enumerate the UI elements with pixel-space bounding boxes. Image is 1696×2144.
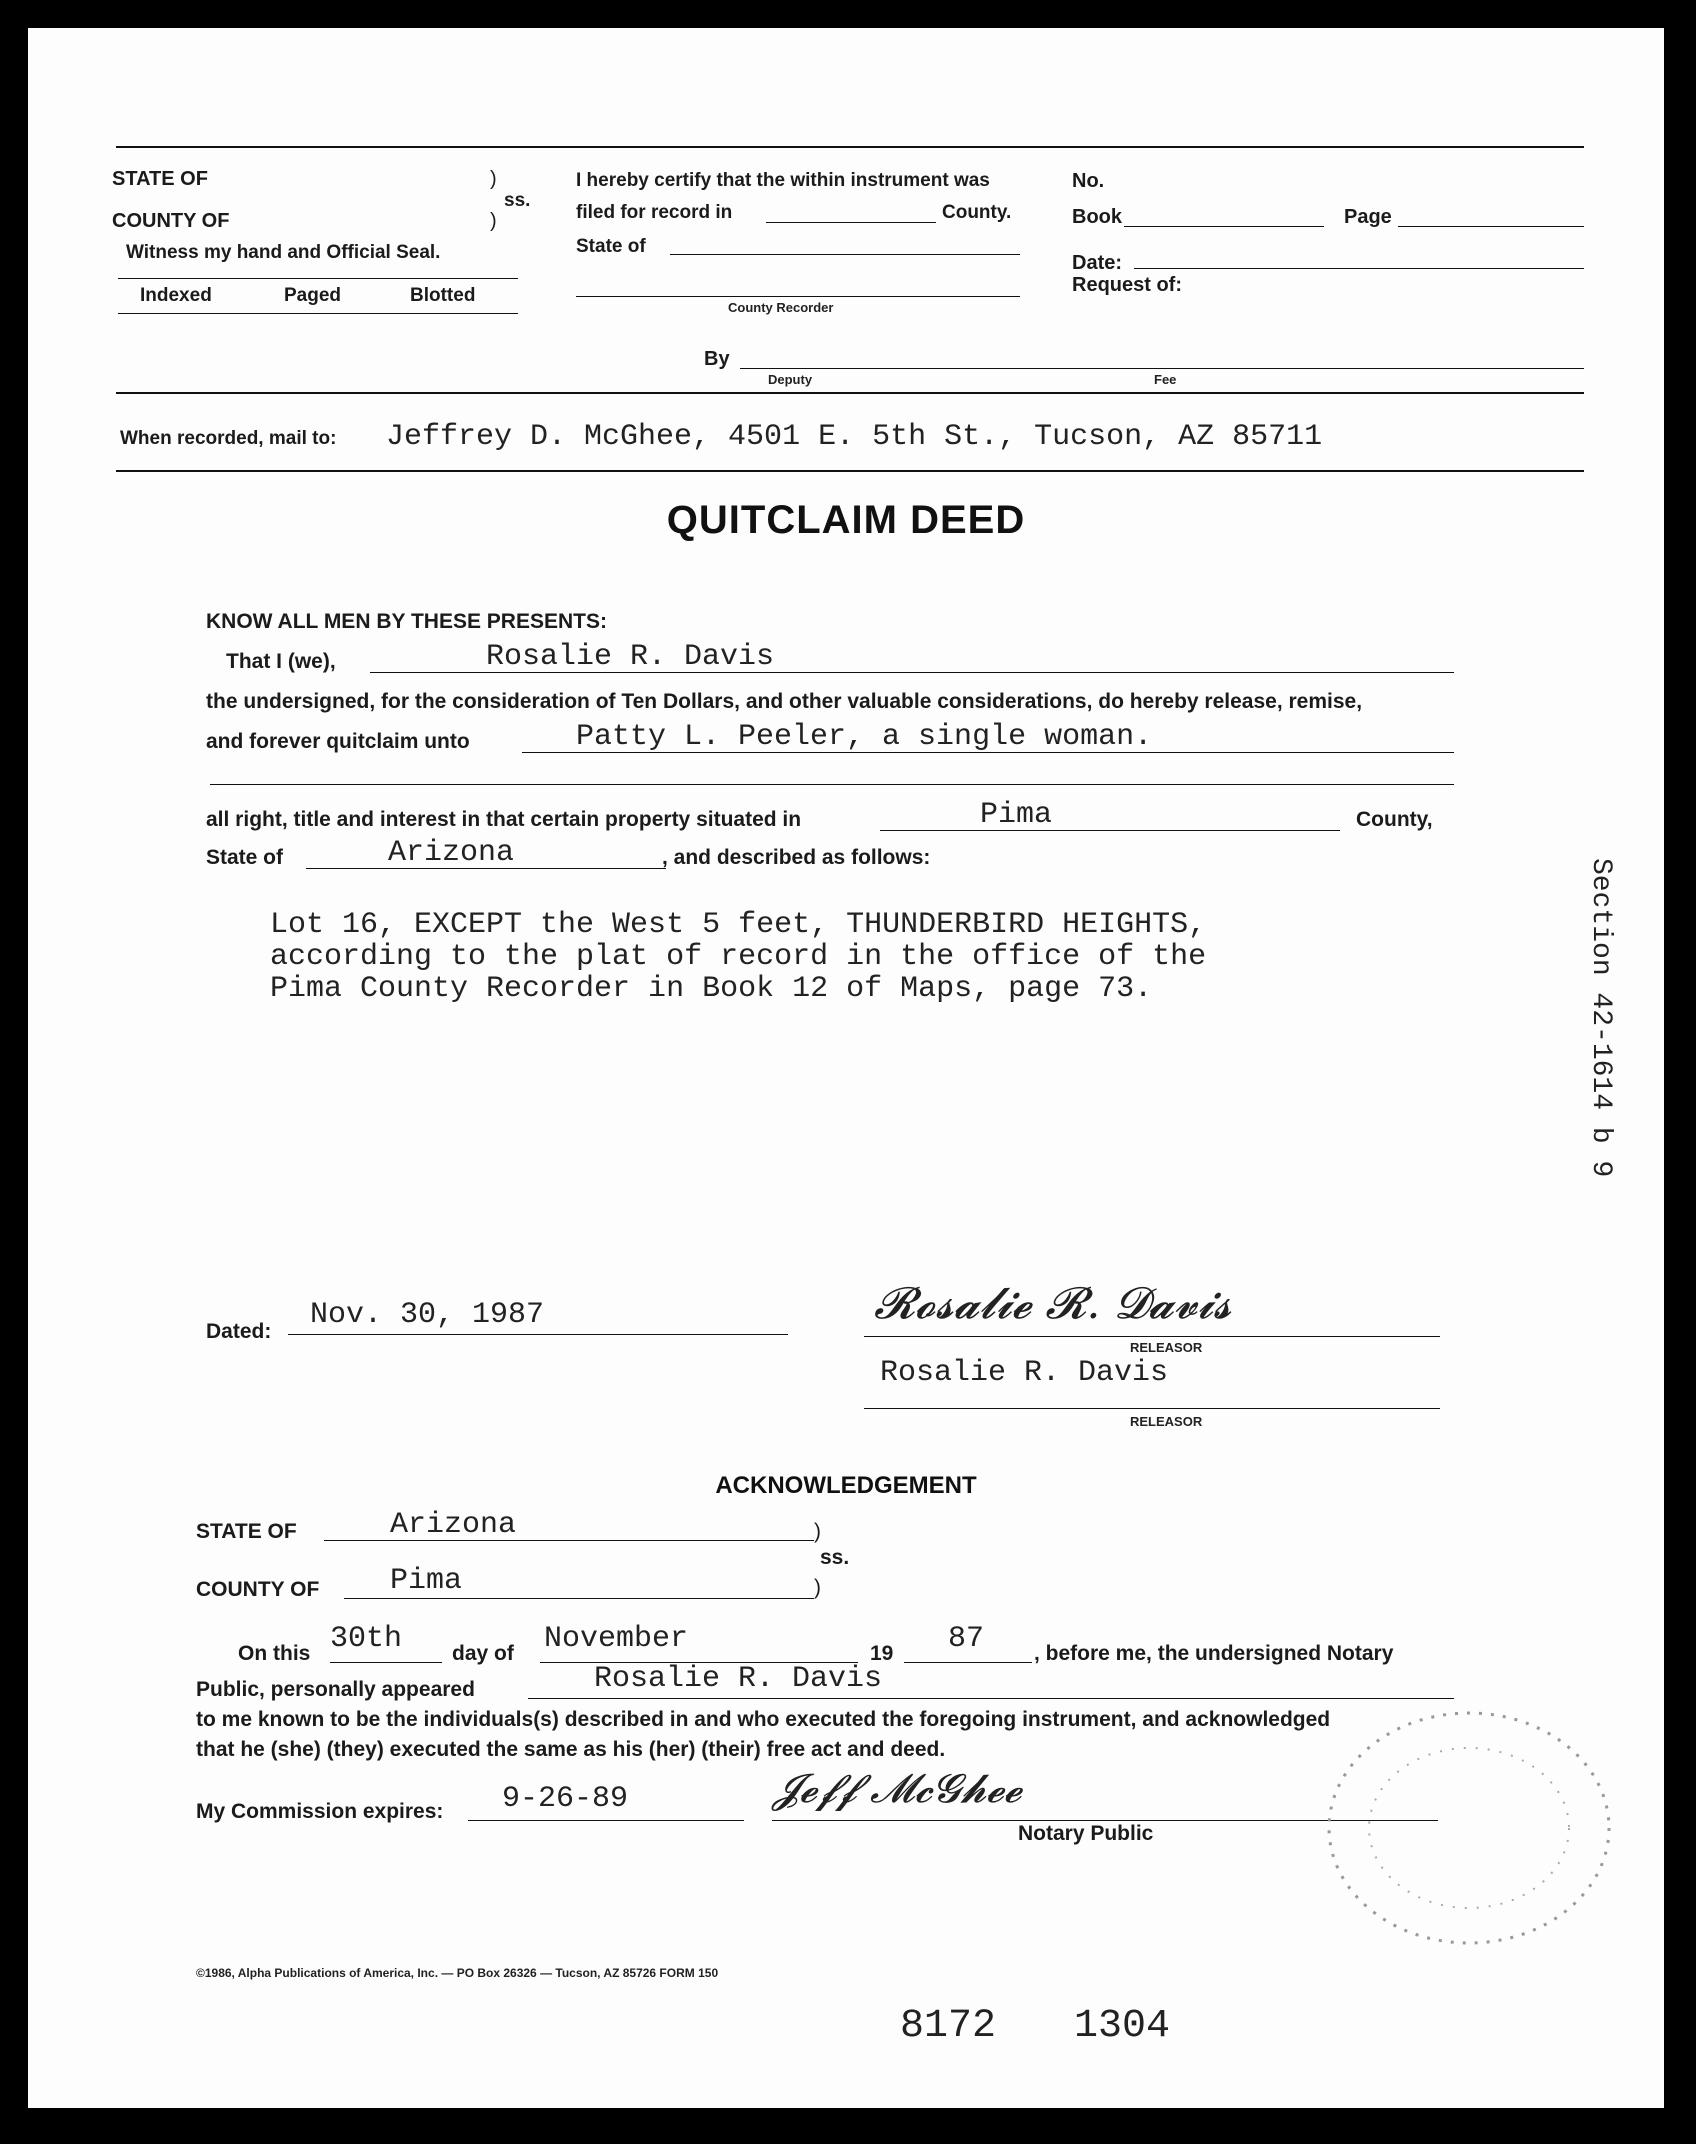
certify-county-label: County. — [942, 202, 1012, 223]
year-rule — [904, 1662, 1032, 1663]
commission-value: 9-26-89 — [502, 1782, 629, 1816]
book-label: Book — [1072, 206, 1122, 228]
ack-county-value: Pima — [390, 1564, 463, 1598]
page-label: Page — [1344, 206, 1392, 228]
record-book-number: 8172 — [900, 2004, 997, 2049]
month-value: November — [544, 1622, 689, 1656]
dated-rule — [288, 1334, 788, 1335]
releasor-label-1: RELEASOR — [1130, 1340, 1203, 1355]
certify-line-1: I hereby certify that the within instrument was — [576, 170, 990, 191]
acknowledgement-title: ACKNOWLEDGEMENT — [715, 1472, 977, 1499]
legal-line-3: Pima County Recorder in Book 12 of Maps, page 73. — [270, 972, 1153, 1006]
day-of-label: day of — [452, 1642, 514, 1665]
quitclaim-unto-label: and forever quitclaim unto — [206, 730, 470, 753]
known-line: to me known to be the individuals(s) described in and who executed the foregoing instrument, and acknowledged — [196, 1708, 1331, 1731]
header-county-label: COUNTY OF — [112, 210, 230, 232]
by-label: By — [704, 348, 730, 370]
dated-label: Dated: — [206, 1320, 272, 1343]
top-rule — [116, 146, 1584, 148]
releasor-name-rule — [864, 1408, 1440, 1409]
county-label: County, — [1356, 808, 1433, 831]
mail-to-rule — [116, 470, 1584, 472]
on-this-label: On this — [238, 1642, 311, 1665]
state-value: Arizona — [388, 836, 515, 870]
certify-state-label: State of — [576, 236, 646, 257]
ack-ss: ss. — [820, 1546, 850, 1569]
header-ss: ss. — [504, 190, 531, 211]
header-bottom-rule — [116, 392, 1584, 394]
county-rule — [880, 830, 1340, 831]
notary-seal — [1304, 1688, 1634, 1968]
page-rule — [1398, 226, 1584, 227]
before-me-text: , before me, the undersigned Notary — [1034, 1642, 1394, 1665]
county-recorder-label: County Recorder — [728, 300, 834, 315]
commission-rule — [468, 1820, 744, 1821]
certify-state-rule — [670, 254, 1020, 255]
mail-to-label: When recorded, mail to: — [120, 428, 337, 449]
deed-page — [28, 28, 1664, 2108]
record-page-number: 1304 — [1074, 2004, 1171, 2049]
all-right-text: all right, title and interest in that certain property situated in — [206, 808, 802, 831]
ack-state-value: Arizona — [390, 1508, 517, 1542]
header-bracket: ) — [490, 168, 497, 190]
certify-county-rule — [766, 222, 936, 223]
legal-line-1: Lot 16, EXCEPT the West 5 feet, THUNDERBIRD HEIGHTS, — [270, 908, 1207, 942]
date-rule — [1134, 268, 1584, 269]
know-all-text: KNOW ALL MEN BY THESE PRESENTS: — [206, 610, 607, 633]
request-of-label: Request of: — [1072, 274, 1182, 296]
header-state-label: STATE OF — [112, 168, 208, 190]
mail-to-value: Jeffrey D. McGhee, 4501 E. 5th St., Tucson, AZ 85711 — [386, 420, 1323, 454]
header-bracket-2: ) — [490, 210, 497, 232]
by-rule — [740, 368, 1584, 369]
deputy-label: Deputy — [768, 372, 813, 387]
year-value: 87 — [948, 1622, 985, 1656]
state-of-label: State of — [206, 846, 284, 869]
day-rule — [330, 1662, 442, 1663]
paged-label: Paged — [284, 285, 342, 306]
ack-bracket-1: ) — [814, 1520, 821, 1543]
legal-line-2: according to the plat of record in the office of the — [270, 940, 1207, 974]
dated-value: Nov. 30, 1987 — [310, 1298, 545, 1332]
book-rule — [1124, 226, 1324, 227]
ack-county-rule — [344, 1598, 814, 1599]
indexed-rule — [118, 313, 518, 314]
witness-rule — [118, 278, 518, 279]
described-text: , and described as follows: — [662, 846, 931, 869]
releasor-label-2: RELEASOR — [1130, 1414, 1203, 1429]
ack-county-label: COUNTY OF — [196, 1578, 320, 1601]
witness-text: Witness my hand and Official Seal. — [126, 242, 441, 263]
day-value: 30th — [330, 1622, 403, 1656]
no-label: No. — [1072, 170, 1105, 192]
certify-filed-label: filed for record in — [576, 202, 733, 223]
ack-bracket-2: ) — [814, 1576, 821, 1599]
releasor-name: Rosalie R. Davis — [880, 1356, 1169, 1390]
indexed-label: Indexed — [140, 285, 212, 306]
county-recorder-rule — [576, 296, 1020, 297]
notary-public-label: Notary Public — [1018, 1822, 1154, 1845]
public-appeared-label: Public, personally appeared — [196, 1678, 475, 1701]
releasor-signature: 𝓡𝓸𝓼𝓪𝓵𝓲𝓮 𝓡. 𝓓𝓪𝓿𝓲𝓼 — [874, 1278, 1232, 1329]
fee-label: Fee — [1154, 372, 1177, 387]
blotted-label: Blotted — [410, 285, 476, 306]
commission-label: My Commission expires: — [196, 1800, 444, 1823]
grantee-value: Patty L. Peeler, a single woman. — [576, 720, 1153, 754]
executed-line: that he (she) (they) executed the same as his (her) (their) free act and deed. — [196, 1738, 946, 1761]
deed-title: QUITCLAIM DEED — [666, 498, 1026, 542]
grantor-value: Rosalie R. Davis — [486, 640, 775, 674]
county-value: Pima — [980, 798, 1053, 832]
consideration-text: the undersigned, for the consideration of Ten Dollars, and other valuable considerations, do hereby release, remise, — [206, 690, 1363, 713]
copyright-line: ©1986, Alpha Publications of America, Inc. — PO Box 26326 — Tucson, AZ 85726 FORM 150 — [196, 1966, 719, 1980]
that-i-label: That I (we), — [226, 650, 336, 673]
blank-rule — [210, 784, 1454, 785]
ack-state-label: STATE OF — [196, 1520, 297, 1543]
signature-rule — [864, 1336, 1440, 1337]
year-prefix: 19 — [870, 1642, 894, 1665]
side-section-note: Section 42-1614 b 9 — [1585, 858, 1616, 1178]
date-label: Date: — [1072, 252, 1123, 274]
notary-signature: 𝓙𝓮𝓯𝓯 𝓜𝓬𝓖𝓱𝓮𝓮 — [772, 1766, 1022, 1812]
appeared-value: Rosalie R. Davis — [594, 1662, 883, 1696]
